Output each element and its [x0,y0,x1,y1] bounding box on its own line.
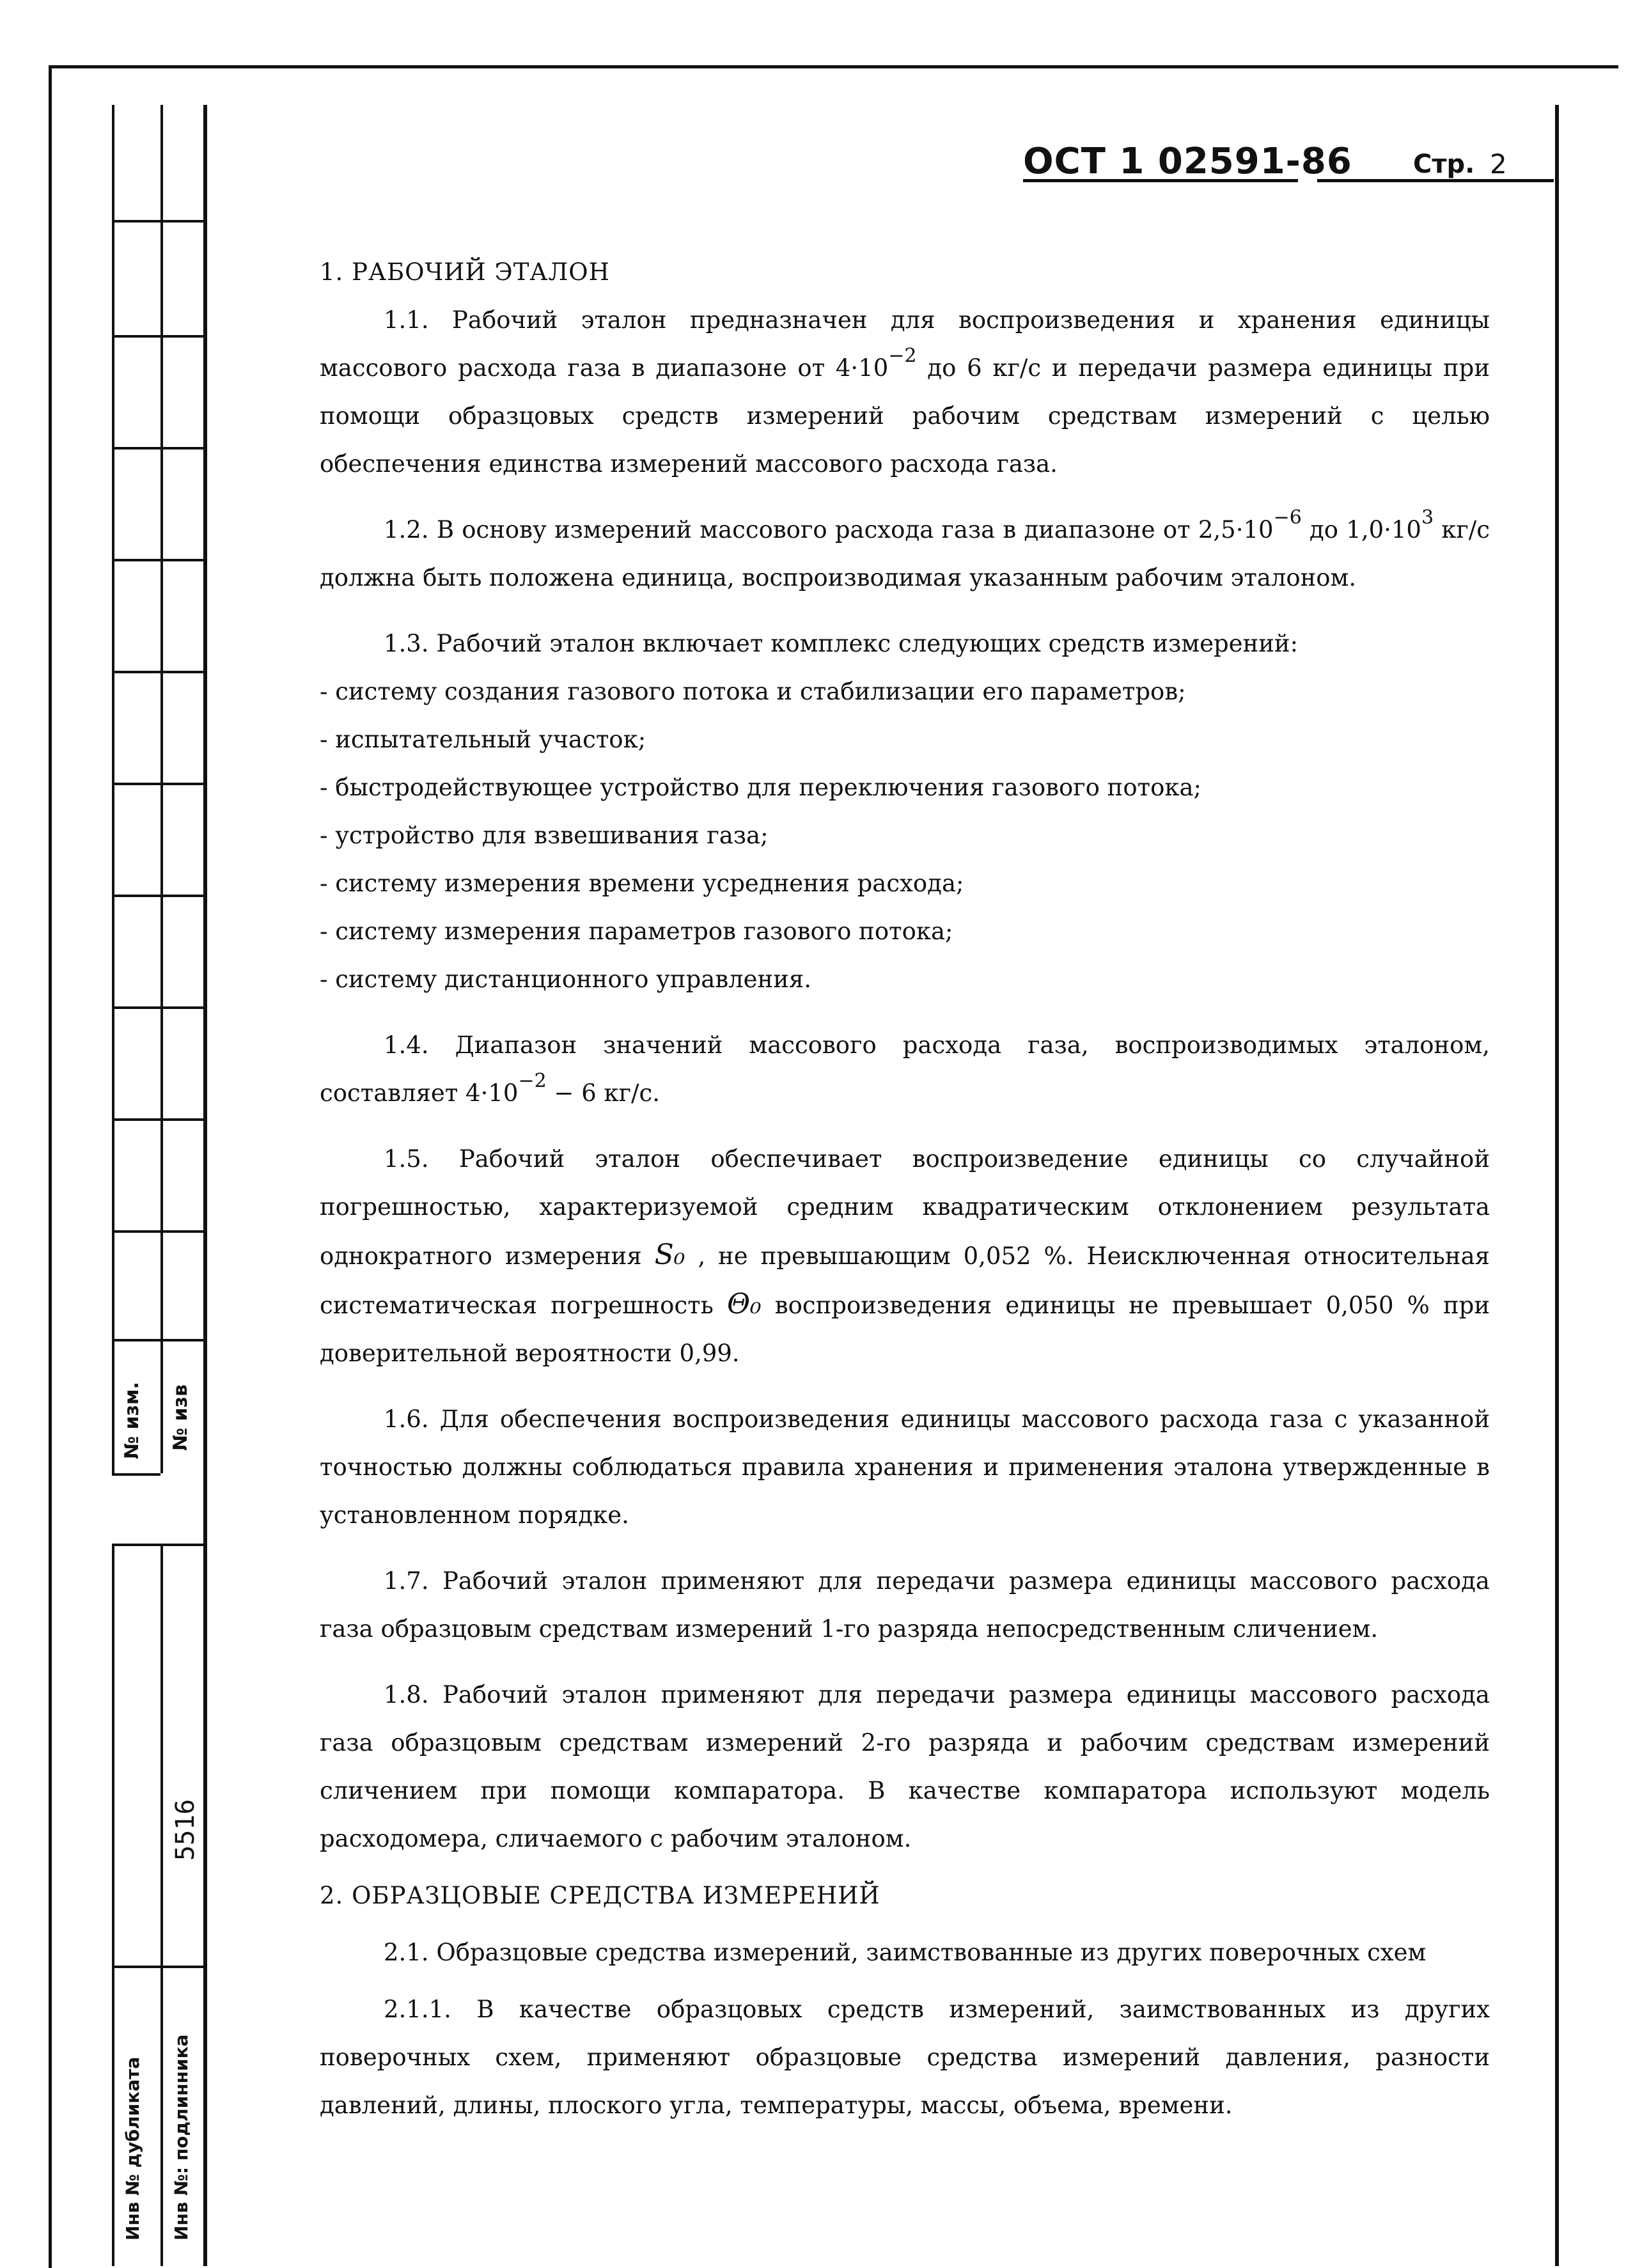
page-number: 2 [1490,148,1507,180]
list-item: - быстродействующее устройство для переключения газового потока; [320,774,1201,801]
exponent: −6 [1273,506,1302,529]
paragraph-2-1-1: 2.1.1. В качестве образцовых средств измерений, заимствованных из других поверочных схем, применяют образцовые средства измерений давления, разности давлений, длины, плоского угла, температуры, массы, объема, времени. [320,1996,1490,2119]
strip-row-line [112,1339,203,1341]
paragraph-1-7: 1.7. Рабочий эталон применяют для передачи размера единицы массового расхода газа образцовым средствам измерений 1-го разряда непосредственным сличением. [320,1567,1490,1643]
header-underline-page [1317,179,1554,182]
symbol-s0: S₀ [654,1239,685,1271]
strip-row-line [112,1118,203,1121]
list-item: - систему создания газового потока и стабилизации его параметров; [320,678,1186,705]
paragraph-1-2: 1.2. В основу измерений массового расхода газа в диапазоне от $2,5\cdot 10^{-6}$ до $1,0\cdot 10^3$ кг/с должна быть положена единица, воспроизводимая указанным рабочим эталоном. [320,506,1490,591]
list-item: - систему измерения времени усреднения расхода; [320,870,964,897]
paragraph-1-1: 1.1. Рабочий эталон предназначен для воспроизведения и хранения единицы массового расхода газа в диапазоне от $4\cdot 10^{-2}$ до 6 кг/с и передачи размера единицы при помощи образцовых средств измерений рабочим средствам измерений с целью обеспечения единства измерений массового расхода газа. [320,306,1490,478]
paragraph-1-6: 1.6. Для обеспечения воспроизведения единицы массового расхода газа с указанной точностью должны соблюдаться правила хранения и применения эталона утвержденные в установленном порядке. [320,1405,1490,1529]
list-item: - систему измерения параметров газового потока; [320,918,953,945]
strip-lower-row-line [112,1966,203,1968]
strip-row-line [112,1473,160,1476]
exponent: −2 [888,345,917,367]
strip-lower-top-line [112,1544,203,1546]
strip-row-line [112,447,203,450]
section-2-title: 2. ОБРАЗЦОВЫЕ СРЕДСТВА ИЗМЕРЕНИЙ [320,1882,880,1909]
list-item: - устройство для взвешивания газа; [320,822,769,849]
header-underline-code [1023,179,1298,182]
strip-left-border [112,105,114,1473]
strip-lower-left-border [112,1544,114,2266]
podlinnik-label: Инв №: подлинника [171,2034,192,2241]
document-code: ОСТ 1 02591-86 [1023,141,1352,182]
paragraph-1-4: 1.4. Диапазон значений массового расхода газа, воспроизводимых эталоном, составляет $4\cdot 10^{-2} - 6$ кг/с. [320,1031,1490,1107]
exponent: −2 [518,1070,547,1092]
strip-row-line [112,895,203,897]
strip-row-line [112,1230,203,1233]
strip-row-line [112,783,203,785]
izm-label: № изм. [121,1382,143,1459]
list-item: - испытательный участок; [320,726,646,753]
paragraph-1-8: 1.8. Рабочий эталон применяют для передачи размера единицы массового расхода газа образцовым средствам измерений 2-го разряда и рабочим средствам измерений сличением при помощи компаратора. В качестве компаратора используют модель расходомера, сличаемого с рабочим эталоном. [320,1681,1490,1852]
izv-label: № изв [169,1384,192,1451]
document-body [320,248,1490,2129]
strip-column-divider [160,105,163,1473]
symbol-theta0: Θ₀ [726,1288,762,1320]
page-header [1023,141,1560,192]
dublikat-label: Инв № дубликата [122,2056,143,2241]
strip-row-line [112,559,203,561]
inv-number: 5516 [171,1799,200,1861]
strip-row-line [112,1006,203,1009]
list-item: - систему дистанционного управления. [320,966,811,993]
section-1-title: 1. РАБОЧИЙ ЭТАЛОН [320,258,610,286]
strip-row-line [112,671,203,673]
paragraph-2-1: 2.1. Образцовые средства измерений, заимствованные из других поверочных схем [384,1939,1427,1966]
strip-row-line [112,335,203,338]
strip-lower-divider [160,1544,163,2266]
paragraph-1-5: 1.5. Рабочий эталон обеспечивает воспроизведение единицы со случайной погрешностью, характеризуемой средним квадратическим отклонением результата однократного измерения S₀ , не превышающим 0,052 %. Неисключенная относительная систематическая погрешность Θ₀ воспроизведения единицы не превышает 0,050 % при доверительной вероятности 0,99. [320,1145,1490,1367]
exponent: 3 [1421,506,1434,529]
margin-strip [112,105,203,2266]
paragraph-1-3-intro: 1.3. Рабочий эталон включает комплекс следующих средств измерений: [384,630,1299,657]
strip-row-line [112,220,203,223]
page-label: Стр. [1413,150,1475,179]
strip-lower-block [112,1544,203,2266]
paragraph-1-3-list [320,668,1490,1003]
